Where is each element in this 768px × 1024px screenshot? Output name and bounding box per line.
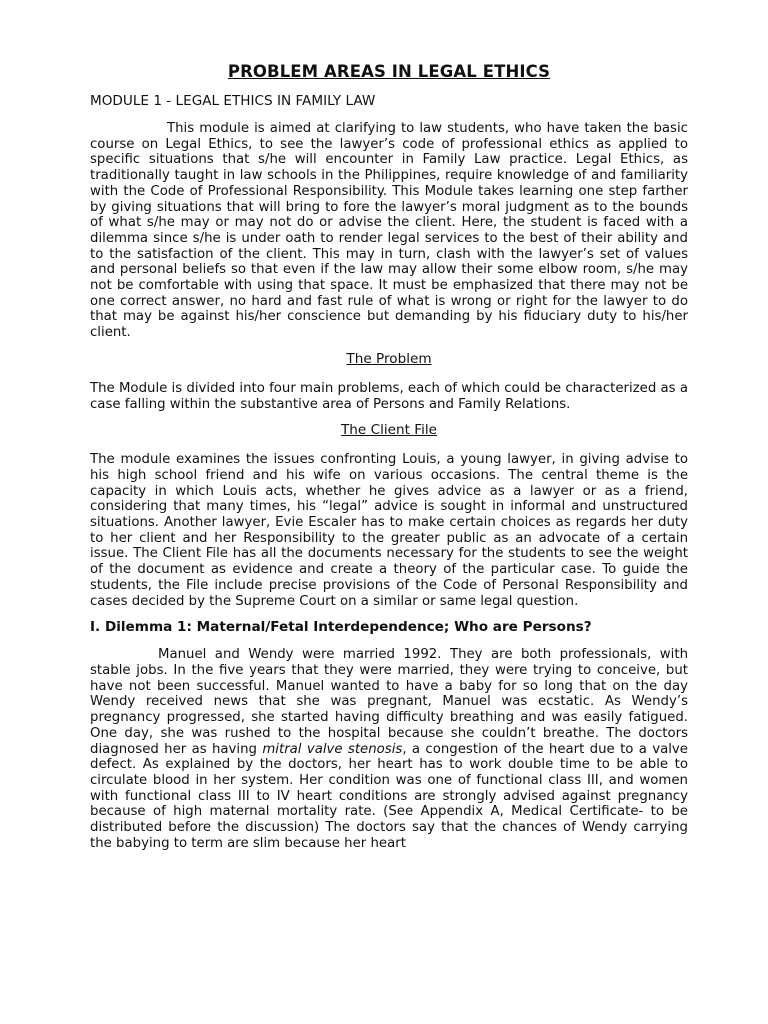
dilemma-heading: I. Dilemma 1: Maternal/Fetal Interdependence; Who are Persons? — [90, 619, 592, 636]
module-heading: MODULE 1 - LEGAL ETHICS IN FAMILY LAW — [90, 93, 376, 109]
dilemma-italic-term: mitral valve stenosis — [262, 741, 403, 757]
document-title: PROBLEM AREAS IN LEGAL ETHICS — [227, 62, 551, 81]
dilemma-text-part-1: Manuel and Wendy were married 1992. They are both professionals, with stable jobs. In the five years that they were married, they were trying to conceive, but have not been successful. Manuel wanted to have a baby for so long that on the day Wendy received news that she was pregnant, Manuel was ecstatic. As Wendy’s pregnancy progressed, she started having difficulty breathing and was easily fatigued. One day, she was rushed to the hospital because she couldn’t breathe. The doctors diagnosed her as having — [90, 647, 688, 757]
problem-heading: The Problem — [346, 350, 432, 367]
dilemma-text-part-2: , a congestion of the heart due to a valve defect. As explained by the doctors, her heart has to work double time to be able to circulate blood in her system. Her condition was one of functional class III, and women with functional class III to IV heart conditions are strongly advised against pregnancy because of high maternal mortality rate. (See Appendix A, Medical Certificate- to be distributed before the discussion) The doctors say that the chances of Wendy carrying the babying to term are slim because her heart — [90, 741, 688, 851]
document-page — [90, 62, 688, 861]
intro-paragraph: This module is aimed at clarifying to law students, who have taken the basic course on Legal Ethics, to see the lawyer’s code of professional ethics as applied to specific situations that s/he will encounter in Family Law practice. Legal Ethics, as traditionally taught in law schools in the Philippines, require knowledge of and familiarity with the Code of Professional Responsibility. This Module takes learning one step farther by giving situations that will bring to fore the lawyer’s moral judgment as to the bounds of what s/he may or may not do or advise the client. Here, the student is faced with a dilemma since s/he is under oath to render legal services to the best of their ability and to the satisfaction of the client. This may in turn, clash with the lawyer’s set of values and personal beliefs so that even if the law may allow their some elbow room, s/he may not be comfortable with using that space. It must be emphasized that there may not be one correct answer, no hard and fast rule of what is wrong or right for the lawyer to do that may be against his/her conscience but demanding by his fiduciary duty to his/her client. — [90, 121, 688, 341]
client-file-paragraph: The module examines the issues confronting Louis, a young lawyer, in giving advise to his high school friend and his wife on various occasions. The central theme is the capacity in which Louis acts, whether he gives advice as a lawyer or as a friend, considering that many times, his “legal” advice is sought in informal and unstructured situations. Another lawyer, Evie Escaler has to make certain choices as regards her duty to her client and her Responsibility to the greater public as an advocate of a certain issue. The Client File has all the documents necessary for the students to see the weight of the document as evidence and create a theory of the particular case. To guide the students, the File include precise provisions of the Code of Personal Responsibility and cases decided by the Supreme Court on a similar or same legal question. — [90, 452, 688, 609]
dilemma-paragraph — [90, 647, 688, 851]
client-file-heading: The Client File — [340, 422, 438, 439]
problem-paragraph: The Module is divided into four main problems, each of which could be characterized as a case falling within the substantive area of Persons and Family Relations. — [90, 380, 688, 412]
